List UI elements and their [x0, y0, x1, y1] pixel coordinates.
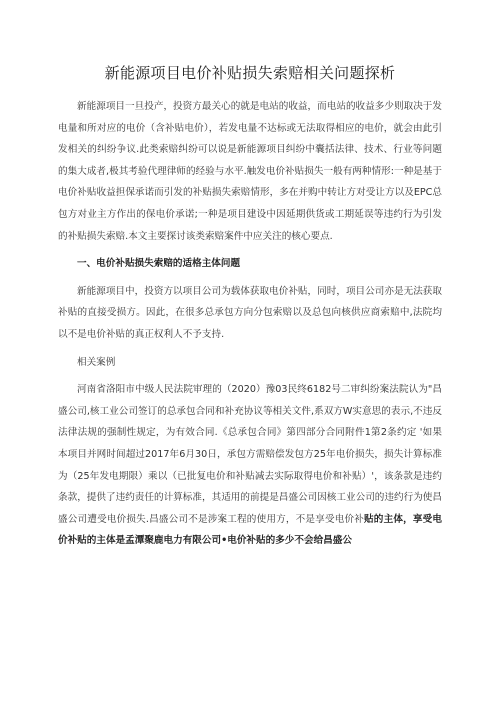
document-body [58, 96, 442, 552]
case-paragraph [58, 379, 442, 552]
section-heading: 一、电价补贴损失索赔的适格主体问题 [77, 258, 241, 270]
document-title: 新能源项目电价补贴损失索赔相关问题探析 [104, 64, 396, 82]
section-paragraph: 新能源项目中，投资方以项目公司为载体获取电价补贴，同时，项目公司亦是无法获取补贴的直接受损方。因此，在很多总承包方向分包索赔以及总包向核供应商索赔中,法院均以不是电价补贴的真正权利人不予支持. [58, 285, 442, 340]
case-label: 相关案例 [77, 356, 116, 368]
case-bold-text: 贴的主体，享受电价补贴的主体是孟潭聚鹿电力有限公司•电价补贴的多少不会给昌盛公 [58, 513, 442, 547]
case-text: 河南省洛阳市中级人民法院审理的（2020）豫03民终6182号二审纠纷案法院认为"昌盛公司,核工业公司签订的总承包合同和补充协议等相关文件,系双方W实意思的表示,不违反法律法规的强制性规定，为有效合同.《总承包合同》第四部分合同附件1第2条约定 '如果本项目并网时间超过2017年6月30日，承包方需赔偿发包方25年电价损失，损失计算标准为（25年发电期限）乘以（已批复电价和补贴减去实际取得电价和补贴）'，该条款是违约条款，提供了违约责任的计算标准，其适用的前提是昌盛公司因核工业公司的违约行为使昌盛公司遭受电价损失.昌盛公司不是涉案工程的使用方，不是享受电价补 [58, 384, 442, 525]
intro-paragraph: 新能源项目一旦投产，投资方最关心的就是电站的收益，而电站的收益多少则取决于发电量和所对应的电价（含补贴电价），若发电量不达标或无法取得相应的电价，就会由此引发相关的纠纷争议.此类索赔纠纷可以说是新能源项目纠纷中囊括法律、技术、行业等问题的集大成者,极其考验代理律师的经验与水平.触发电价补贴损失一般有两种情形:一种是基于电价补贴收益担保承诺而引发的补贴损失索赔情形，多在并购中转让方对受让方以及EPC总包方对业主方作出的保电价承诺;一种是项目建设中因延期供货或工期延误等违约行为引发的补贴损失索赔.本文主要探讨该类索赔案件中应关注的核心要点. [58, 101, 442, 242]
